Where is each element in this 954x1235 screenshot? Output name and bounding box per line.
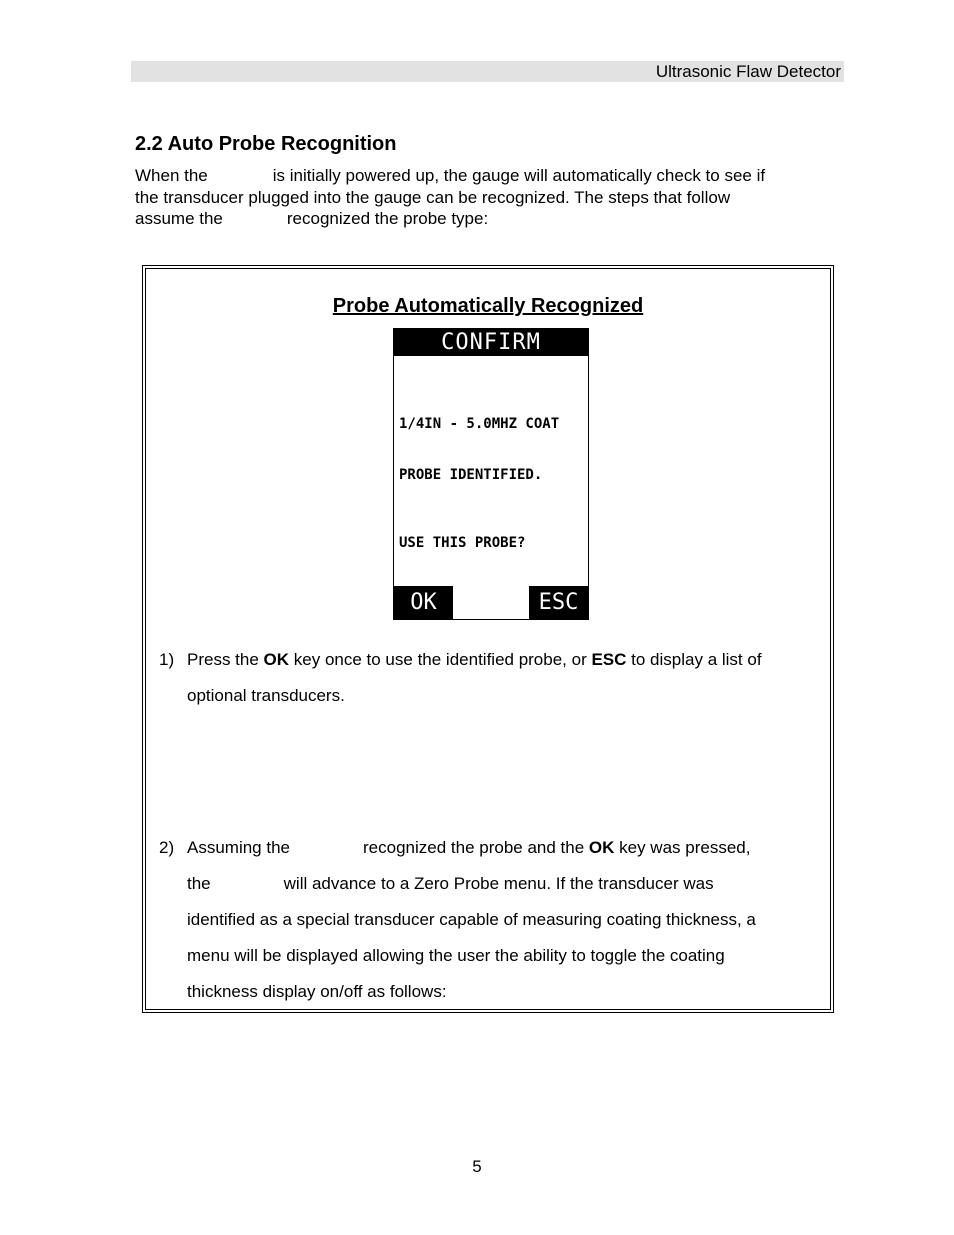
- step-text: Press the: [187, 650, 264, 669]
- step-2-line-5: thickness display on/off as follows:: [187, 982, 447, 1001]
- esc-softkey: ESC: [529, 586, 588, 619]
- intro-text: assume the: [135, 209, 223, 228]
- page-number: 5: [472, 1157, 482, 1176]
- intro-line-2: the transducer plugged into the gauge can be recognized. The steps that follow: [135, 187, 731, 207]
- screen-line-2: PROBE IDENTIFIED.: [399, 467, 543, 483]
- section-title: 2.2 Auto Probe Recognition: [135, 133, 397, 155]
- step-text: Assuming the: [187, 838, 290, 857]
- step-text: to display a list of: [626, 650, 762, 669]
- step-text: recognized the probe and the: [363, 838, 589, 857]
- step-1-line-2: optional transducers.: [187, 686, 345, 705]
- step-number: 1): [159, 650, 175, 669]
- step-body: [187, 642, 829, 714]
- step-body: [187, 830, 829, 1010]
- ok-key-label: OK: [588, 838, 615, 857]
- step-text: key once to use the identified probe, or: [289, 650, 592, 669]
- intro-text: is initially powered up, the gauge will automatically check to see if: [272, 166, 766, 185]
- header-title: Ultrasonic Flaw Detector: [655, 62, 841, 81]
- intro-line-3: [135, 208, 835, 230]
- step-2-line-2: [187, 866, 829, 902]
- step-text: key was pressed,: [614, 838, 751, 857]
- intro-text: recognized the probe type:: [286, 209, 489, 228]
- step-2-line-1: [187, 830, 829, 866]
- step-number: 2): [159, 838, 175, 857]
- step-text: the: [187, 874, 211, 893]
- screen-line-3: USE THIS PROBE?: [399, 535, 526, 551]
- instruction-box-inner: [145, 268, 831, 1010]
- step-2-line-4: menu will be displayed allowing the user the ability to toggle the coating: [187, 946, 725, 965]
- intro-paragraph: [135, 165, 835, 230]
- ok-key-label: OK: [263, 650, 290, 669]
- step-2-line-3: identified as a special transducer capable of measuring coating thickness, a: [187, 910, 756, 929]
- ok-softkey: OK: [394, 586, 453, 619]
- step-1-line-1: [187, 642, 829, 678]
- box-title: Probe Automatically Recognized: [332, 295, 644, 317]
- step-text: will advance to a Zero Probe menu. If the transducer was: [283, 874, 714, 893]
- screen-message: [399, 382, 587, 586]
- instruction-box: [142, 265, 834, 1013]
- screen-line-1: 1/4IN - 5.0MHZ COAT: [399, 416, 560, 432]
- intro-line-1: [135, 165, 835, 187]
- page-header: [131, 61, 844, 82]
- device-screen: [393, 328, 589, 620]
- esc-key-label: ESC: [591, 650, 627, 669]
- screen-title: CONFIRM: [394, 329, 588, 356]
- intro-text: When the: [135, 166, 208, 185]
